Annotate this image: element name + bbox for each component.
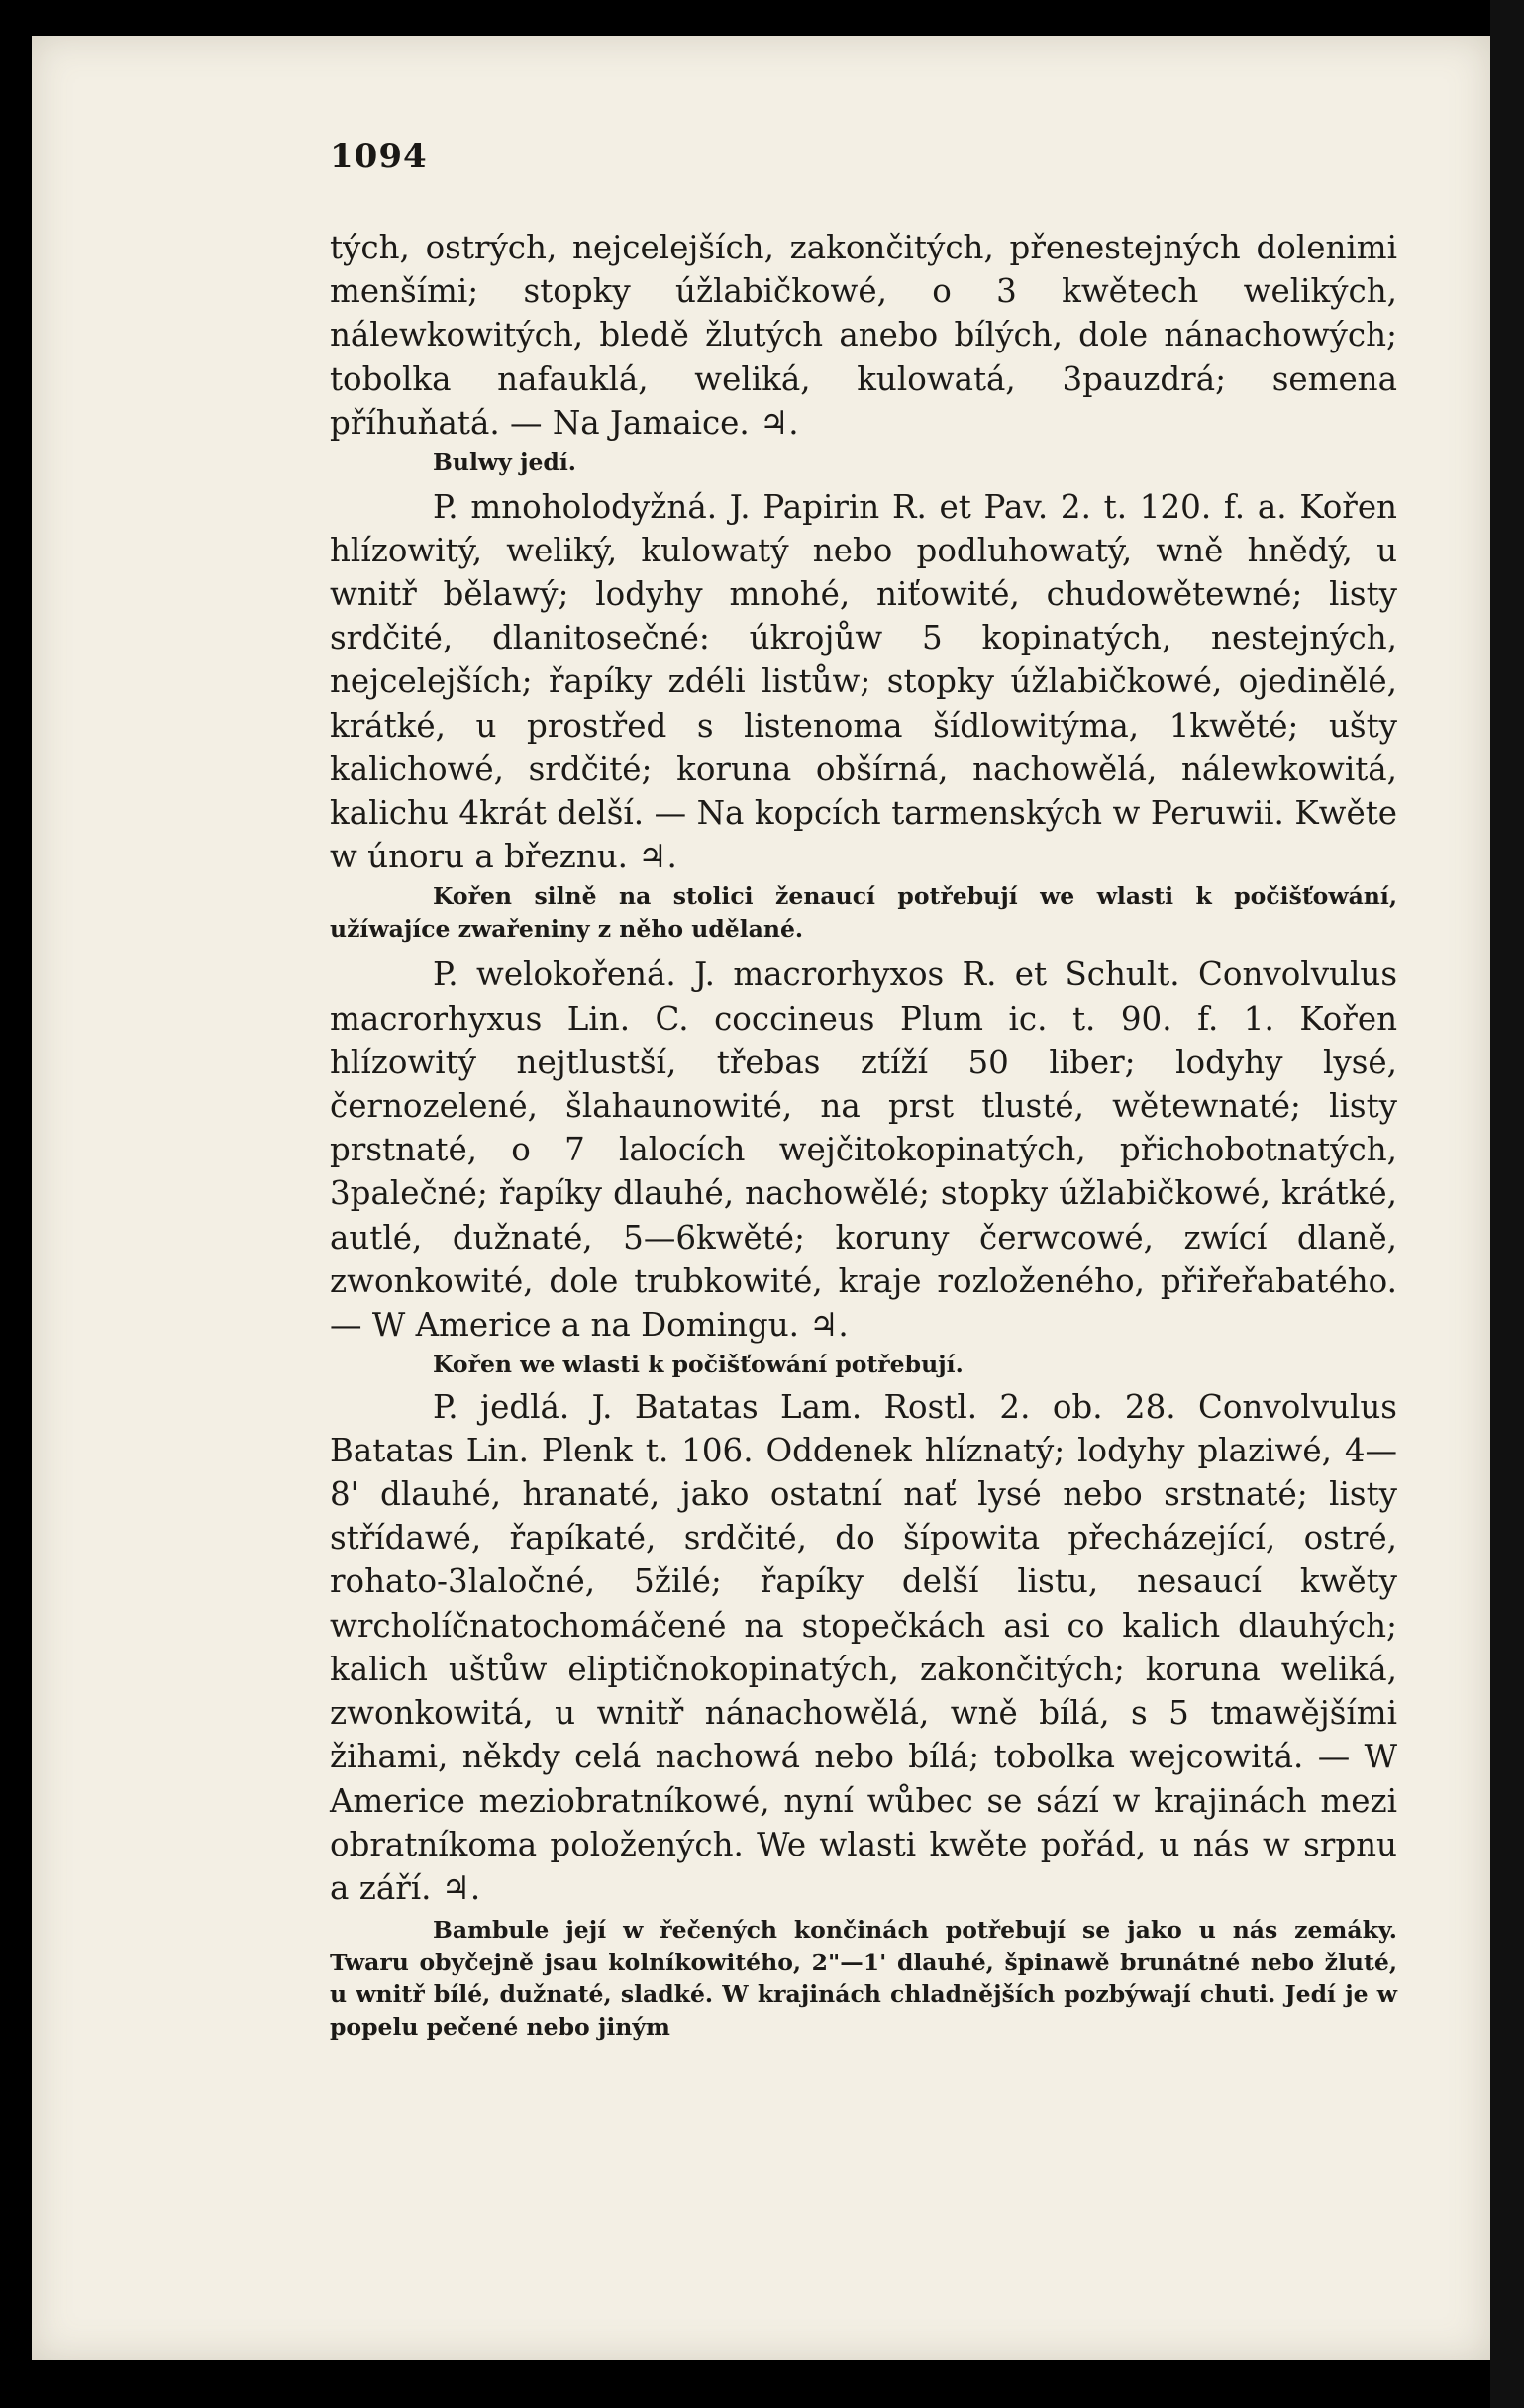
paragraph: P. welokořená. J. macrorhyxos R. et Schult. Convolvulus macrorhyxus Lin. C. coccineus Plum ic. t. 90. f. 1. Kořen hlízowitý nejtlustší, třebas ztíží 50 liber; lodyhy lysé, černozelené, šlahaunowité, na prst tlusté, wětewnaté; listy prstnaté, o 7 lalocích wejčitokopinatých, přichobotnatých, 3palečné; řapíky dlauhé, nachowělé; stopky úžlabičkowé, krátké, autlé, dužnaté, 5—6kwěté; koruny čerwcowé, zwící dlaně, zwonkowité, dole trubkowité, kraje rozloženého, přiřeřabatého. — W Americe a na Domingu. ♃. <box>330 955 1397 1344</box>
text-body <box>330 226 1397 2043</box>
page-number: 1094 <box>330 137 428 176</box>
note: Bulwy jedí. <box>433 449 576 477</box>
paragraph: P. mnoholodyžná. J. Papirin R. et Pav. 2. t. 120. f. a. Kořen hlízowitý, weliký, kulowatý nebo podluhowatý, wně hnědý, u wnitř bělawý; lodyhy mnohé, niťowité, chudowětewné; listy srdčité, dlanitosečné: úkrojůw 5 kopinatých, nestejných, nejcelejších; řapíky zdéli listůw; stopky úžlabičkowé, ojedinělé, krátké, u prostřed s listenoma šídlowitýma, 1kwěté; ušty kalichowé, srdčité; koruna obšírná, nachowělá, nálewkowitá, kalichu 4krát delší. — Na kopcích tarmenských w Peruwii. Kwěte w únoru a březnu. ♃. <box>330 487 1397 876</box>
scan-border <box>1490 0 1524 2408</box>
paragraph: P. jedlá. J. Batatas Lam. Rostl. 2. ob. 28. Convolvulus Batatas Lin. Plenk t. 106. Oddenek hlíznatý; lodyhy plaziwé, 4—8' dlauhé, hranaté, jako ostatní nať lysé nebo srstnaté; listy střídawé, řapíkaté, srdčité, do šípowita přecházející, ostré, rohato-3laločné, 5žilé; řapíky delší listu, nesaucí kwěty wrcholíčnatochomáčené na stopečkách asi co kalich dlauhých; kalich uštůw eliptičnokopinatých, zakončitých; koruna weliká, zwonkowitá, u wnitř nánachowělá, wně bílá, s 5 tmawějšími žihami, někdy celá nachowá nebo bílá; tobolka wejcowitá. — W Americe meziobratníkowé, nyní wůbec se sází w krajinách mezi obratníkoma položených. We wlasti kwěte pořád, u nás w srpnu a září. ♃. <box>330 1387 1397 1907</box>
note: Bambule její w řečených končinách potřebují se jako u nás zemáky. Twaru obyčejně jsau kolníkowitého, 2"—1' dlauhé, špinawě brunátné nebo žluté, u wnitř bílé, dužnaté, sladké. W krajinách chladnějších pozbýwají chuti. Jedí je w popelu pečené nebo jiným <box>330 1916 1397 2041</box>
note: Kořen we wlasti k počišťowání potřebují. <box>433 1351 964 1379</box>
note: Kořen silně na stolici ženaucí potřebují we wlasti k počišťowání, užíwajíce zwařeniny z něho udělané. <box>330 882 1397 943</box>
paragraph: tých, ostrých, nejcelejších, zakončitých, přenestejných dolenimi menšími; stopky úžlabičkowé, o 3 kwětech welikých, nálewkowitých, bledě žlutých anebo bílých, dole nánachowých; tobolka nafauklá, weliká, kulowatá, 3pauzdrá; semena příhuňatá. — Na Jamaice. ♃. <box>330 229 1397 442</box>
